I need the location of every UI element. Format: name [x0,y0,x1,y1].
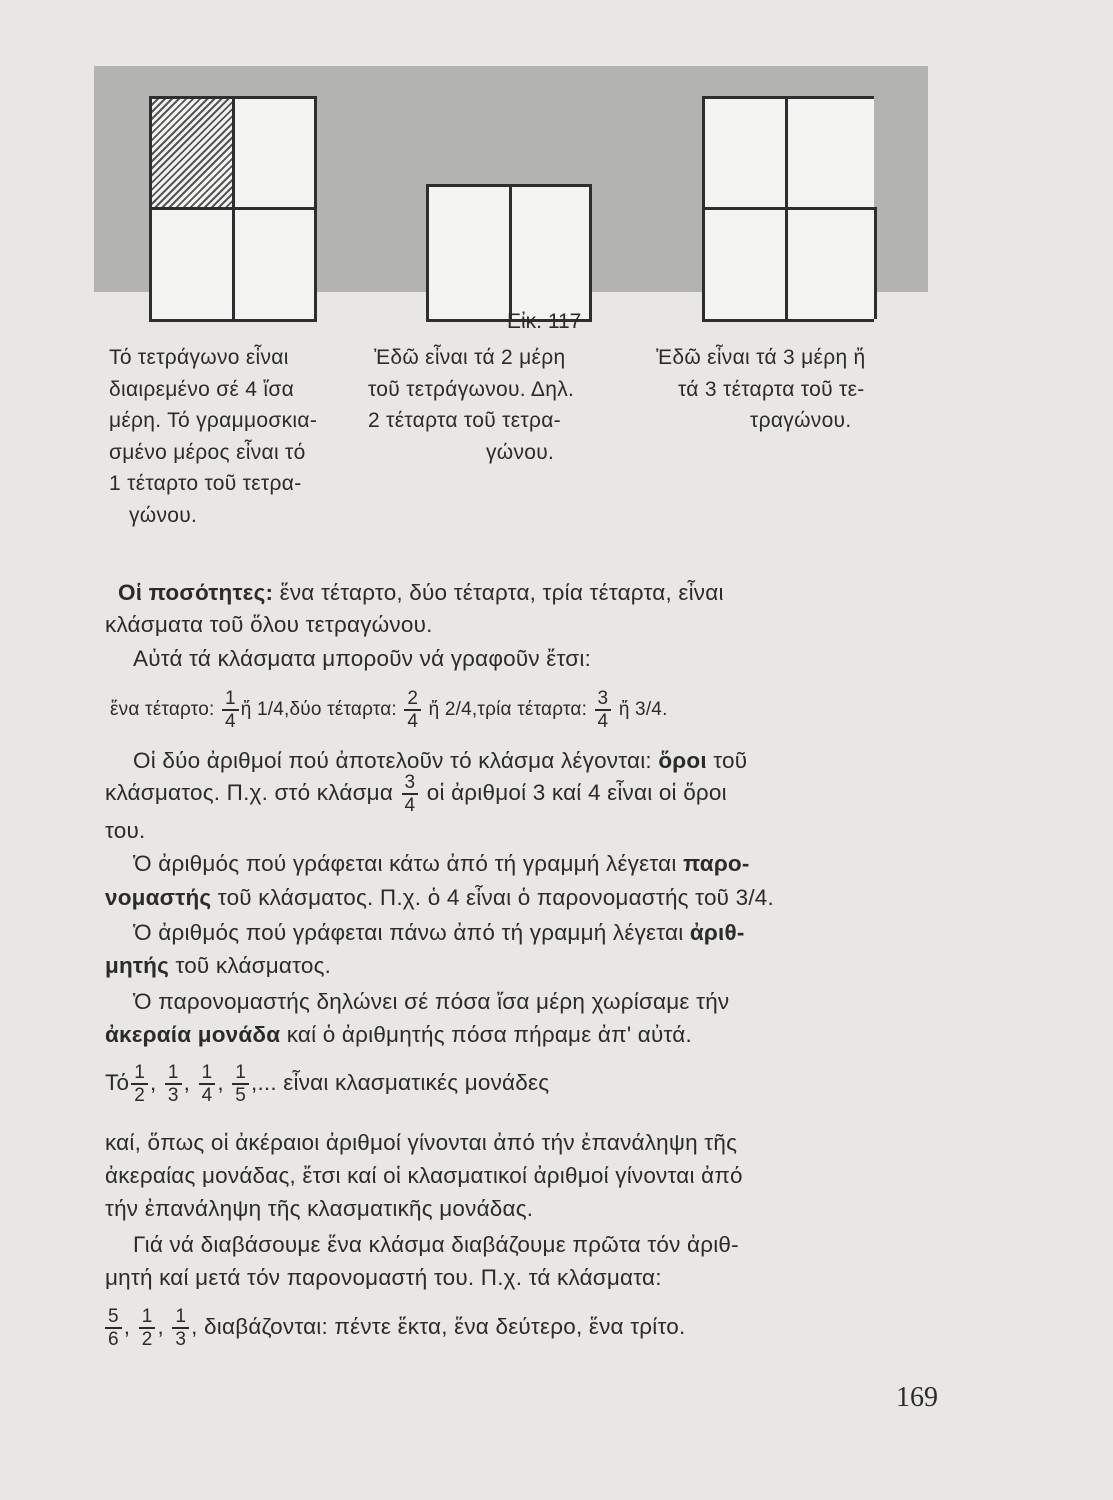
numerator: 3 [404,772,416,793]
bold-term: μητής [105,953,169,978]
col1-line: Τό τετράγωνο εἶναι [109,346,289,369]
label: δύο τέταρτα: [289,699,397,721]
hatched-quarter [152,99,232,207]
paragraph-line: του. [105,818,146,843]
paragraph-line: ἀκεραίας μονάδας, ἔτσι καί οἱ κλασματικοί ἀριθμοί γίνονται ἀπό [105,1163,743,1188]
col1-line: 1 τέταρτο τοῦ τετρα- [109,472,302,495]
col2-line: γώνου. [486,440,555,464]
denominator: 6 [105,1327,122,1350]
caption-column-2 [368,342,638,468]
reading-examples-line: $\frac{5}{6}$ , $\frac{1}{2}$ , $\frac{1}{3}$ , διαβάζονται: πέντε ἕκτα, ἕνα δεύτερο, ἕνα τρίτο. [103,1306,685,1350]
paragraph-line: Γιά νά διαβάσουμε ἕνα κλάσμα διαβάζουμε πρῶτα τόν ἀριθ- [133,1232,739,1257]
bold-term: παρο- [682,851,750,876]
bold-term: ὅροι [658,748,707,773]
divider [874,207,877,319]
fraction-2-4 [404,688,421,732]
text-run: ἕνα τέταρτο, δύο τέταρτα, τρία τέταρτα, εἶναι [273,580,724,605]
text-run: Οἱ δύο ἀριθμοί πού ἀποτελοῦν τό κλάσμα λέγονται: [133,748,659,773]
text-run: ,... εἶναι κλασματικές μονάδες [251,1069,550,1095]
fraction-examples [110,688,668,732]
numerator: 1 [175,1306,187,1327]
paragraph-line [105,1019,692,1051]
denominator: 2 [139,1327,156,1350]
denominator: 4 [595,709,612,732]
text-run: οἱ ἀριθμοί 3 καί 4 εἶναι οἱ ὅροι [426,779,727,805]
fraction-1-2 [131,1062,148,1106]
fraction-3-4 [402,772,419,816]
square-two-quarters [426,184,592,322]
unit-fractions-line: Τό $\frac{1}{2}$ , $\frac{1}{3}$ , $\frac{1}{4}$ , $\frac{1}{5}$ ,... εἶναι κλασματικές μονάδες [105,1062,550,1106]
text-run: τοῦ [706,748,748,773]
col3-line: τά 3 τέταρτα τοῦ τε- [678,377,865,401]
square-one-quarter [149,96,317,322]
denominator: 3 [165,1083,182,1106]
fraction-1-4 [222,688,239,732]
numerator: 1 [235,1062,247,1083]
col3-line: Ἐδῶ εἶναι τά 3 μέρη ἤ [656,346,866,369]
denominator: 4 [199,1083,216,1106]
paragraph-line: καί, ὅπως οἱ ἀκέραιοι ἀριθμοί γίνονται ἀπό τήν ἐπανάληψη τῆς [105,1130,738,1155]
divider [509,187,512,319]
bold-term: νομαστής [105,885,212,910]
numerator: 1 [201,1062,213,1083]
denominator: 4 [402,793,419,816]
bold-term: ἀριθ- [689,920,745,945]
col1-line: μέρη. Τό γραμμοσκια- [109,409,318,432]
numerator: 3 [597,688,609,709]
text-run: τοῦ κλάσματος. [169,953,332,978]
bold-term: Οἱ ποσότητες: [118,580,274,605]
fraction-1-4 [199,1062,216,1106]
text-run: τοῦ κλάσματος. Π.χ. ὁ 4 εἶναι ὁ παρονομαστής τοῦ 3/4. [211,885,774,910]
label: τρία τέταρτα: [477,699,588,721]
divider [152,207,314,210]
denominator: 3 [172,1327,189,1350]
col1-line: διαιρεμένο σέ 4 ἴσα [109,377,295,401]
denominator: 2 [131,1083,148,1106]
paragraph-quantities [118,577,724,609]
fraction-1-3 [165,1062,182,1106]
text-run: Ὁ ἀριθμός πού γράφεται πάνω ἀπό τή γραμμή λέγεται [133,920,690,945]
paragraph-line: μητή καί μετά τόν παρονομαστή του. Π.χ. τά κλάσματα: [105,1265,662,1290]
denominator: 4 [222,709,239,732]
paragraph-line [105,772,727,816]
text-run: Ὁ ἀριθμός πού γράφεται κάτω ἀπό τή γραμμή λέγεται [133,851,683,876]
numerator: 2 [407,688,419,709]
col1-line: σμένο μέρος εἶναι τό [109,440,306,464]
caption-column-1 [109,342,369,531]
page-number: 169 [896,1382,938,1413]
paragraph-line: τήν ἐπανάληψη τῆς κλασματικῆς μονάδας. [105,1196,534,1221]
label: ἤ 3/4. [618,699,668,721]
label: ἤ 2/4, [428,699,478,721]
col2-line: 2 τέταρτα τοῦ τετρα- [368,409,561,432]
text-run: καί ὁ ἀριθμητής πόσα πήραμε ἀπ' αὐτά. [280,1022,692,1047]
square-three-quarters [702,96,874,322]
caption-column-3 [656,342,956,437]
numerator: 1 [224,688,236,709]
label: ἤ 1/4, [240,699,290,721]
paragraph-line [133,848,750,880]
numerator: 1 [141,1306,153,1327]
denominator: 4 [404,709,421,732]
numerator: 5 [108,1306,119,1327]
text-run: Τό [105,1069,130,1095]
figure-117 [94,66,928,292]
numerator: 1 [134,1062,145,1083]
fraction-1-2 [139,1306,156,1350]
label: ἕνα τέταρτο: [110,699,215,721]
fraction-3-4 [595,688,612,732]
fraction-1-3 [172,1306,189,1350]
figure-caption: Εἰκ. 117 [507,310,582,333]
paragraph-line [133,917,745,949]
paragraph-line [105,950,331,982]
numerator: 1 [167,1062,179,1083]
denominator: 5 [232,1083,249,1106]
paragraph-line [105,882,774,914]
paragraph-line: Ὁ παρονομαστής δηλώνει σέ πόσα ἴσα μέρη χωρίσαμε τήν [133,989,730,1014]
col2-line: τοῦ τετράγωνου. Δηλ. [368,377,575,401]
col3-line: τραγώνου. [750,409,852,432]
text-run: κλάσματος. Π.χ. στό κλάσμα [105,779,394,805]
fraction-1-5 [232,1062,249,1106]
fraction-5-6 [105,1306,122,1350]
divider [705,207,877,210]
paragraph-line: Αὐτά τά κλάσματα μποροῦν νά γραφοῦν ἔτσι: [133,646,592,671]
col2-line: Ἐδῶ εἶναι τά 2 μέρη [374,346,566,369]
paragraph-line: κλάσματα τοῦ ὅλου τετραγώνου. [105,612,433,637]
bold-term: ἀκεραία μονάδα [105,1022,281,1047]
text-run: , διαβάζονται: πέντε ἕκτα, ἕνα δεύτερο, ἕνα τρίτο. [191,1313,686,1339]
col1-line: γώνου. [129,503,198,527]
